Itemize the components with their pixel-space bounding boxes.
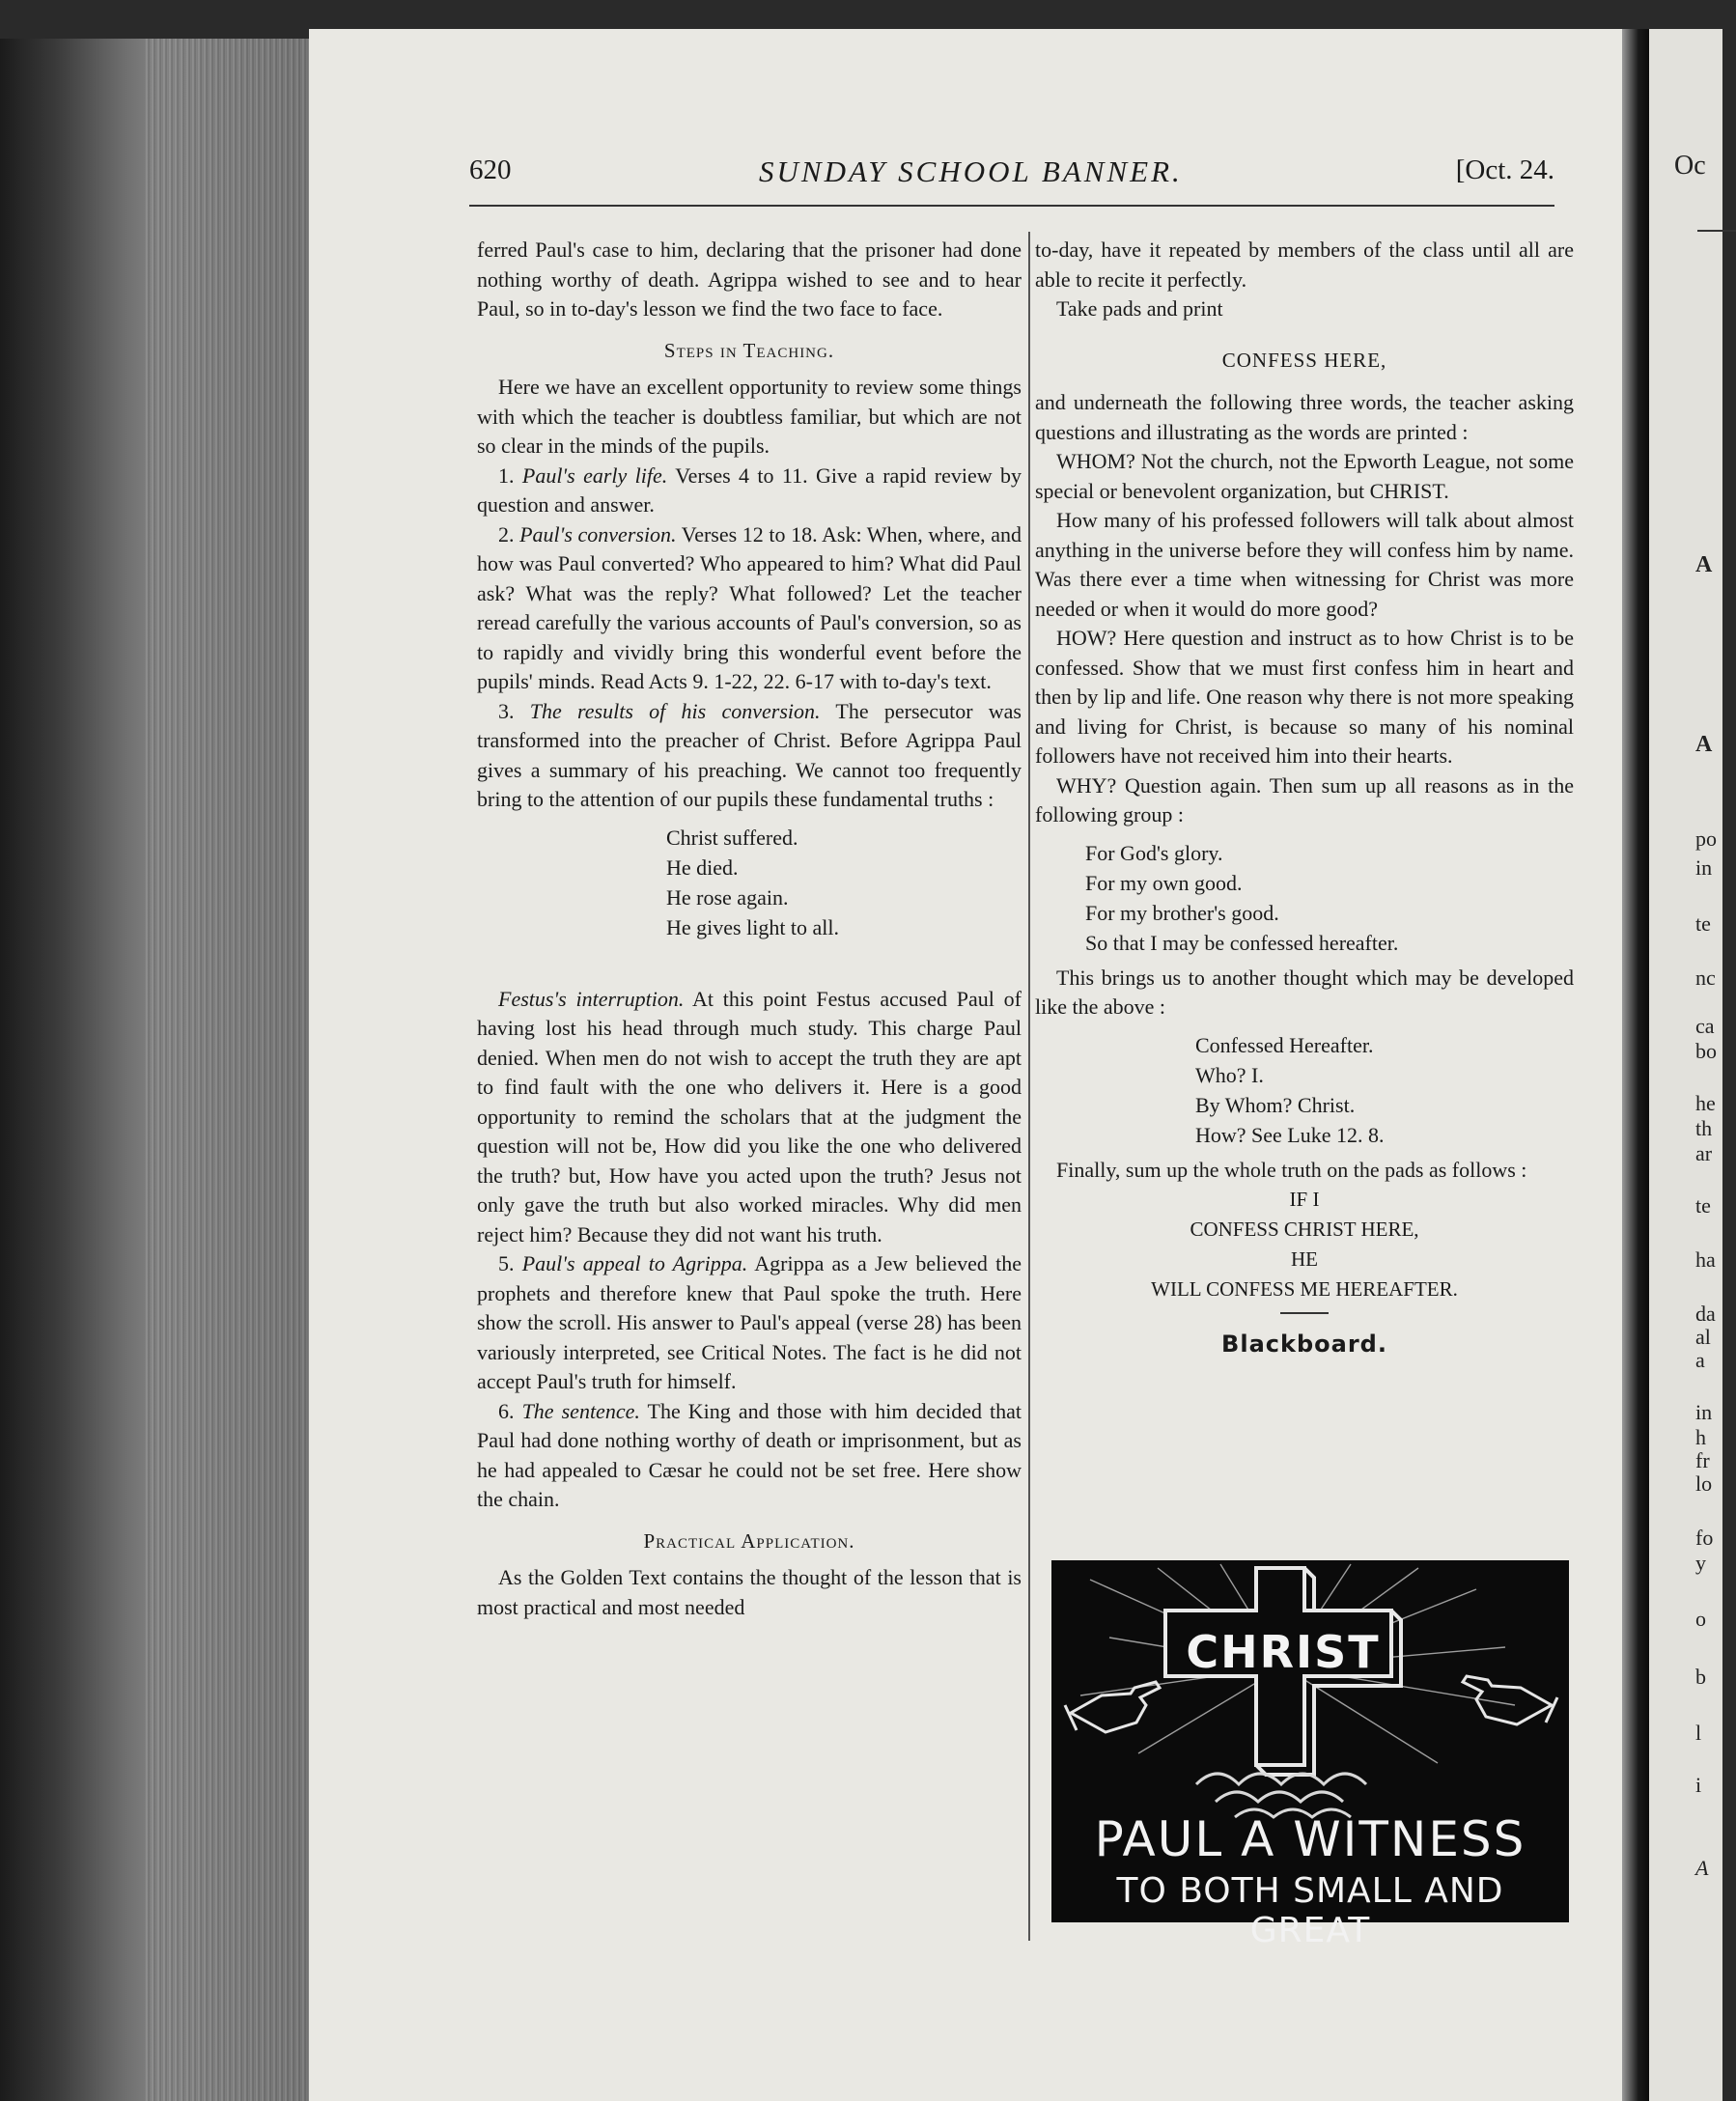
step-title: Paul's conversion.: [519, 521, 677, 546]
summary-line: WILL CONFESS ME HEREAFTER.: [1151, 1277, 1458, 1301]
question-text: Question again. Then sum up all reasons as in the following group :: [1035, 772, 1574, 826]
question-text: Here question and instruct as to how Christ is to be confessed. Show that we must first confess him in heart and then by lip and life. One reason why there is not more speaking and living for Christ, is because so many of his nominal followers have not received him into their hearts.: [1035, 626, 1575, 768]
step-title: Festus's interruption.: [498, 986, 685, 1011]
step-paragraph: [477, 1397, 1022, 1515]
next-page-fragment: A: [1695, 1856, 1709, 1880]
spacer: [477, 948, 1022, 985]
question-word: WHY?: [1056, 772, 1117, 798]
next-page-fragment: th: [1695, 1116, 1713, 1140]
hereafter-line: Who? I.: [1195, 1062, 1264, 1087]
next-page-fragment: i: [1695, 1773, 1702, 1797]
truths-list: [477, 823, 1022, 942]
cross-word: CHRIST: [1186, 1626, 1381, 1678]
pointing-hand-left-icon: [1065, 1682, 1160, 1732]
truth-line: He gives light to all.: [666, 914, 840, 939]
step-paragraph: [477, 985, 1022, 1250]
section-heading: Practical Application.: [643, 1528, 855, 1553]
print-heading: CONFESS HERE,: [1221, 348, 1387, 372]
step-title: The sentence.: [521, 1398, 640, 1423]
step-paragraph: [477, 1249, 1022, 1397]
reason-line: For my brother's good.: [1085, 900, 1279, 925]
truth-line: He rose again.: [666, 884, 789, 910]
step-number: 6.: [498, 1398, 515, 1423]
next-page-fragment: te: [1695, 1193, 1711, 1218]
step-paragraph: [477, 697, 1022, 815]
right-column: [1035, 236, 1574, 1367]
summary-line: IF I: [1289, 1188, 1320, 1211]
question-word: WHOM?: [1056, 449, 1135, 473]
running-header: [469, 154, 1554, 193]
step-paragraph: [477, 462, 1022, 520]
hereafter-line: By Whom? Christ.: [1195, 1092, 1356, 1117]
next-page-fragment: ca: [1695, 1014, 1715, 1038]
next-page-fragment: te: [1695, 911, 1711, 936]
paragraph: How many of his professed followers will talk about almost anything in the universe before they will confess him by name. Was there ever a time when witnessing for Christ was more needed or when it would do more good?: [1035, 508, 1574, 621]
next-page-fragment: Oc: [1674, 151, 1706, 181]
reason-line: For God's glory.: [1085, 840, 1223, 865]
next-page-fragment: in: [1695, 1400, 1713, 1424]
paragraph: Here we have an excellent opportunity to review some things with which the teacher is doubtless familiar, but which are not so clear in the minds of the pupils.: [477, 375, 1022, 458]
paragraph: Take pads and print: [1056, 296, 1223, 321]
blackboard-illustration: [1051, 1560, 1569, 1950]
blackboard-art: [1051, 1560, 1569, 1922]
question-text: Not the church, not the Epworth League, not some special or benevolent organization, but CHRIST.: [1035, 449, 1574, 503]
next-page-fragment: fo: [1695, 1526, 1714, 1550]
next-page-fragment: po: [1695, 826, 1717, 851]
question-paragraph: [1035, 771, 1574, 830]
step-text: Verses 12 to 18. Ask: When, where, and how was Paul converted? Who appeared to him? What did Paul ask? What was the reply? What followed? Let the teacher reread carefully the various accounts of Paul's conversion, so as to rapidly and vividly bring this wonderful event before the pupils' minds. Read Acts 9. 1-22, 22. 6-17 with to-day's text.: [477, 521, 1022, 693]
next-page-fragment: fr: [1695, 1448, 1710, 1472]
truth-line: He died.: [666, 854, 739, 880]
publication-title: SUNDAY SCHOOL BANNER.: [759, 154, 1183, 188]
reason-line: For my own good.: [1085, 870, 1243, 895]
next-page-fragment: he: [1695, 1091, 1716, 1115]
next-page-fragment: l: [1695, 1721, 1702, 1745]
paragraph: As the Golden Text contains the thought of the lesson that is most practical and most needed: [477, 1565, 1022, 1619]
step-text: At this point Festus accused Paul of having lost his head through much study. This charge Paul denied. When men do not wish to accept the truth they are apt to find fault with the one who delivers it. Here is a good opportunity to remind the scholars that at the judgment the question will not be, How did you like the one who delivered the truth? but, How have you acted upon the truth? Jesus not only gave the truth but also worked miracles. Why did men reject him? Because they did not want his truth.: [477, 986, 1022, 1247]
step-number: 2.: [498, 521, 515, 546]
step-title: Paul's appeal to Agrippa.: [521, 1251, 748, 1275]
next-page-fragment: y: [1695, 1551, 1706, 1575]
step-text: Agrippa as a Jew believed the prophets and therefore knew that Paul spoke the truth. Here show the scroll. His answer to Paul's appeal (verse 28) has been variously interpreted, see Critical Notes. The fact is he did not accept Paul's truth for himself.: [477, 1251, 1022, 1393]
blackboard-line-1: PAUL A WITNESS: [1094, 1811, 1526, 1867]
next-page-fragment: h: [1695, 1425, 1706, 1449]
paragraph: and underneath the following three words, the teacher asking questions and illustrating as the words are printed :: [1035, 390, 1574, 444]
step-paragraph: [477, 520, 1022, 697]
next-page-fragment: ha: [1695, 1247, 1716, 1272]
divider: [1280, 1312, 1329, 1314]
reasons-list: [1035, 838, 1574, 958]
paragraph: Finally, sum up the whole truth on the pads as follows :: [1056, 1157, 1527, 1182]
next-page-fragment: A: [1695, 732, 1713, 757]
step-number: 1.: [498, 462, 515, 488]
summary-block: [1035, 1185, 1574, 1304]
next-page-fragment: o: [1695, 1607, 1706, 1631]
hereafter-list: [1035, 1030, 1574, 1150]
blackboard-line-2: TO BOTH SMALL AND GREAT: [1116, 1871, 1504, 1950]
left-column: [477, 236, 1022, 1622]
question-paragraph: [1035, 447, 1574, 506]
header-rule: [469, 205, 1554, 207]
next-page-rule: [1697, 230, 1736, 232]
next-page-fragment: a: [1695, 1348, 1705, 1372]
next-page-fragment: b: [1695, 1665, 1706, 1689]
hereafter-line: Confessed Hereafter.: [1195, 1032, 1374, 1057]
section-heading: Steps in Teaching.: [663, 338, 835, 362]
blackboard-label: Blackboard.: [1221, 1331, 1387, 1358]
column-rule: [1028, 232, 1030, 1941]
next-page-fragment: in: [1695, 855, 1713, 880]
page-number: 620: [469, 154, 512, 185]
step-number: 5.: [498, 1251, 515, 1275]
step-number: 3.: [498, 698, 515, 723]
next-page-fragment: da: [1695, 1302, 1716, 1326]
question-paragraph: [1035, 624, 1574, 771]
step-text: The persecutor was transformed into the preacher of Christ. Before Agrippa Paul gives a summary of his preaching. We cannot too frequently bring to the attention of our pupils these fundamental truths :: [477, 698, 1022, 811]
issue-date: [Oct. 24.: [1455, 154, 1554, 185]
hereafter-line: How? See Luke 12. 8.: [1195, 1122, 1385, 1147]
next-page-fragment: lo: [1695, 1471, 1713, 1496]
truth-line: Christ suffered.: [666, 825, 798, 850]
step-text: Verses 4 to 11. Give a rapid review by question and answer.: [477, 462, 1022, 517]
summary-line: CONFESS CHRIST HERE,: [1190, 1218, 1419, 1241]
next-page-fragment: al: [1695, 1325, 1711, 1349]
paragraph: This brings us to another thought which may be developed like the above :: [1035, 965, 1574, 1019]
next-page-fragment: A: [1695, 552, 1713, 577]
page-edges: [145, 39, 309, 2101]
step-title: Paul's early life.: [521, 462, 668, 488]
next-page-fragment: ar: [1695, 1141, 1713, 1165]
book-spine: [1622, 29, 1649, 2101]
pointing-hand-right-icon: [1463, 1676, 1557, 1724]
question-word: HOW?: [1056, 626, 1117, 650]
paragraph: ferred Paul's case to him, declaring that the prisoner had done nothing worthy of death. Agrippa wished to see and to hear Paul, so in to-day's lesson we find the two face to face.: [477, 238, 1022, 321]
next-page-fragment: bo: [1695, 1039, 1717, 1063]
next-page-fragment: nc: [1695, 966, 1716, 990]
step-title: The results of his conversion.: [529, 698, 821, 723]
next-page: [1649, 29, 1722, 2101]
step-text: The King and those with him decided that Paul had done nothing worthy of death or imprisonment, but as he had appealed to Cæsar he could not be set free. Here show the chain.: [477, 1398, 1022, 1511]
paragraph: to-day, have it repeated by members of the class until all are able to recite it perfectly.: [1035, 238, 1574, 292]
reason-line: So that I may be confessed hereafter.: [1085, 930, 1399, 955]
summary-line: HE: [1291, 1247, 1318, 1271]
